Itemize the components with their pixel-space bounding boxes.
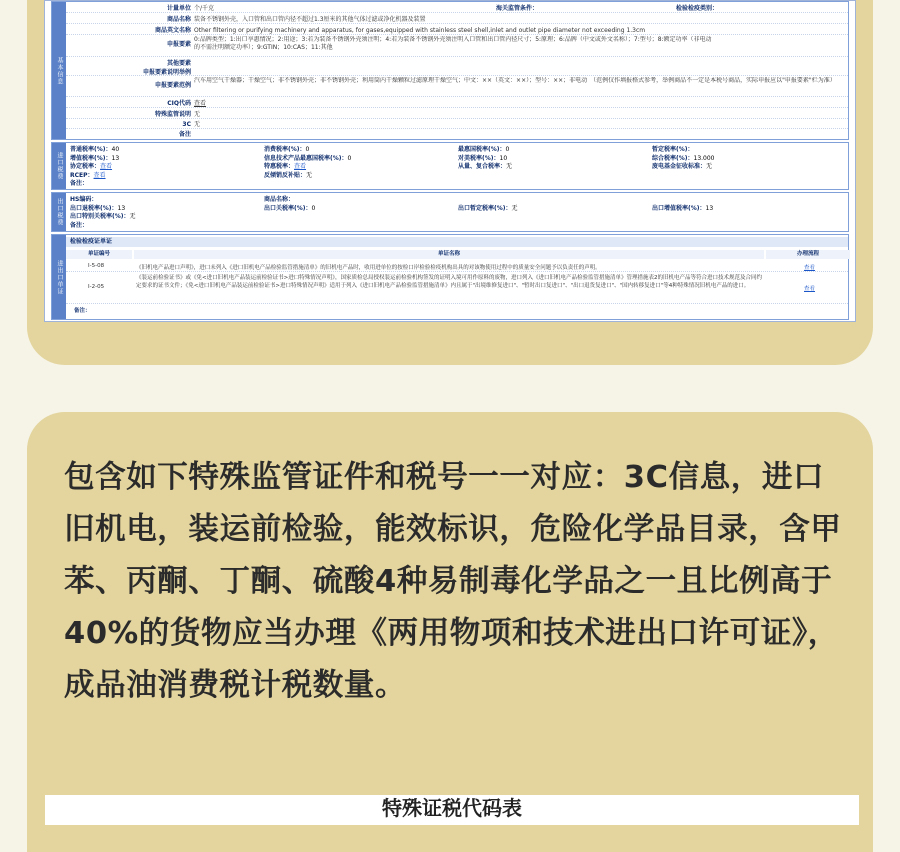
- tax-label: 出口退税率(%)：: [70, 204, 118, 212]
- table-row: I-5-08 《旧机电产品进口声明》，进口未列入《进口旧机电产品检验监管措施清单》的旧机电产品时，收用进单位的按检口岸检验检疫机构出具的对该物使用过程中的质量安全问题予以负责任的声明。 查看: [66, 261, 848, 272]
- row-name-en: 商品英文名称 Other filtering or purifying machinery and apparatus, for gases,equipped with stainless steel shell,inlet and outlet pipe diameter not exceeding 1.3cm: [154, 27, 646, 34]
- tax-label: 对美税率(%)：: [458, 154, 500, 162]
- tax-value: 13: [117, 204, 126, 212]
- export-tax-grid: [66, 194, 848, 230]
- row-declare-elements: 申报要素 0:品牌类型；1:出口享惠情况；2:用途；3:若为装备不锈钢外壳须注明；4:若为装备不锈钢外壳须注明入口管和出口管内径尺寸；5:原理；6:品牌（中文或外文名称）；7:型号；8:额定功率（非电动的不需注明额定功率）；9:GTIN；10:CAS；11:其他: [166, 36, 712, 51]
- footer-title: 特殊证税代码表: [382, 796, 522, 820]
- tax-cell: [70, 220, 88, 229]
- import-tax-grid: [66, 144, 848, 188]
- row-remark: 备注: [178, 131, 191, 138]
- inspection-side-label: 进出口单证: [52, 235, 66, 319]
- tax-label: 普通税率(%)：: [70, 146, 112, 153]
- tax-cell: [458, 161, 512, 170]
- tax-label: 商品名称：: [264, 196, 295, 203]
- row-name: 商品名称 装备不锈钢外壳，入口管和出口管内径不超过1.3厘米的其他气体过滤或净化机器及装置: [166, 16, 426, 23]
- row-special-supervision: 特殊监管说明 无: [154, 111, 201, 118]
- tax-label: 暂定税率(%)：: [652, 146, 694, 153]
- row-elements-example: 申报要素范例 汽车用空气干燥器；干燥空气；非不锈钢外壳；非不锈钢外壳；利用筒内干燥颗粒过滤原理干燥空气；中文：××（英文：××）；型号：××；非电动 （范例仅作填报格式参考，举例商品不一定是本税号商品，实际申报应以"申报要素"栏为准）: [154, 77, 836, 89]
- tax-cell: [70, 178, 88, 187]
- row-ciq: CIQ代码 查看: [167, 100, 207, 107]
- row-3c: 3C 无: [182, 121, 201, 128]
- tax-value: 无: [706, 163, 713, 170]
- tax-label: 信息技术产品最惠国税率(%)：: [264, 154, 348, 162]
- tax-cell: [652, 203, 713, 212]
- export-tax-section: [51, 192, 849, 232]
- screenshot-panel: [44, 0, 856, 322]
- tax-value: 无: [306, 171, 313, 179]
- tax-view-link[interactable]: 查看: [100, 163, 113, 170]
- tax-label: 出口特别关税率(%)：: [70, 213, 130, 220]
- tax-label: 出口关税率(%)：: [264, 204, 312, 212]
- tax-label: HS编码：: [70, 196, 98, 203]
- tax-cell: [264, 203, 315, 212]
- tax-label: 增值税率(%)：: [70, 154, 112, 162]
- footer-table-header: [45, 795, 859, 825]
- basic-info-section: [51, 1, 849, 140]
- tax-label: 废电基金征收标准：: [652, 163, 707, 170]
- inspection-table: [66, 250, 848, 318]
- ciq-view-link[interactable]: 查看: [194, 100, 207, 107]
- tax-value: 40: [111, 146, 120, 153]
- tax-label: 特惠税率：: [264, 163, 295, 170]
- tax-label: 备注：: [70, 221, 89, 229]
- tax-value: 无: [506, 163, 513, 170]
- tax-view-link[interactable]: 查看: [294, 163, 307, 170]
- tax-label: 备注：: [70, 180, 89, 187]
- row-elements-example-desc: 申报要素说明举例: [142, 69, 191, 76]
- tax-value: 0: [311, 204, 316, 212]
- row-view-link[interactable]: 查看: [804, 265, 816, 271]
- col-header-code: 单证编号: [66, 250, 132, 259]
- inspection-remark: 备注：: [74, 308, 91, 314]
- inspection-title: 检验检疫证单证: [66, 237, 848, 247]
- inspection-section: [51, 234, 849, 320]
- tax-label: RCEP：: [70, 171, 94, 179]
- tax-label: 最惠国税率(%)：: [458, 146, 506, 153]
- tax-label: 消费税率(%)：: [264, 146, 306, 153]
- tax-value: 13: [705, 204, 714, 212]
- tax-value: 10: [499, 154, 508, 162]
- tax-label: 反倾销反补贴：: [264, 171, 307, 179]
- tax-cell: [264, 170, 312, 179]
- tax-value: 0: [305, 146, 310, 153]
- description-text: 包含如下特殊监管证件和税号一一对应：3C信息，进口旧机电，装运前检验，能效标识，危险化学品目录，含甲苯、丙酮、丁酮、硫酸4种易制毒化学品之一且比例高于40%的货物应当办理《两用物项和技术进出口许可证》，成品油消费税计税数量。: [64, 460, 842, 703]
- import-side-label: 进口税费: [52, 143, 66, 189]
- tax-cell: [652, 161, 712, 170]
- tax-value: 无: [511, 204, 518, 212]
- tax-label: 出口暂定税率(%)：: [458, 204, 512, 212]
- tax-value: 0: [505, 146, 510, 153]
- tax-view-link[interactable]: 查看: [93, 171, 106, 179]
- tax-value: 13.000: [693, 154, 715, 162]
- basic-info-side-label: 基本信息: [52, 2, 66, 139]
- tax-cell: [458, 203, 518, 212]
- export-side-label: 出口税费: [52, 193, 66, 231]
- table-row: I-2-05 《装运前检验证书》或《免<进口旧机电产品装运前检验证书>进口特殊情况声明》，国家质检总局授权装运前检验机构签发的证明入境可用作原料的废物，进口列入《进口旧机电产品检验监管措施清单》管理措施表2的旧机电产品等符合进口技术规范及合同约定要求的证书文件；《免<进口旧机电产品装运前检验证书>进口特殊情况声明》适用于列入《进口旧机电产品检验监管措施清单》内且属于"出境维修复进口"、"暂时出口复进口"、"出口退货复进口"、"国内转移复进口"等4种特殊情况旧机电产品的进口。 查看: [66, 273, 848, 304]
- tax-value: 无: [129, 213, 136, 220]
- col-header-action: 办理流程: [766, 250, 850, 259]
- tax-label: 协定税率：: [70, 163, 101, 170]
- import-tax-section: [51, 142, 849, 190]
- tax-label: 出口增值税率(%)：: [652, 204, 706, 212]
- tax-value: 13: [111, 154, 120, 162]
- row-other-elements: 其他要素: [166, 60, 191, 67]
- col-header-name: 单证名称: [134, 250, 764, 259]
- tax-label: 综合税率(%)：: [652, 154, 694, 162]
- row-unit: 计量单位 个/千克 海关监管条件： 检验检疫类别：: [166, 5, 719, 12]
- row-view-link[interactable]: 查看: [804, 286, 816, 292]
- tax-value: 0: [347, 154, 352, 162]
- tax-label: 从量、复合税率：: [458, 163, 507, 170]
